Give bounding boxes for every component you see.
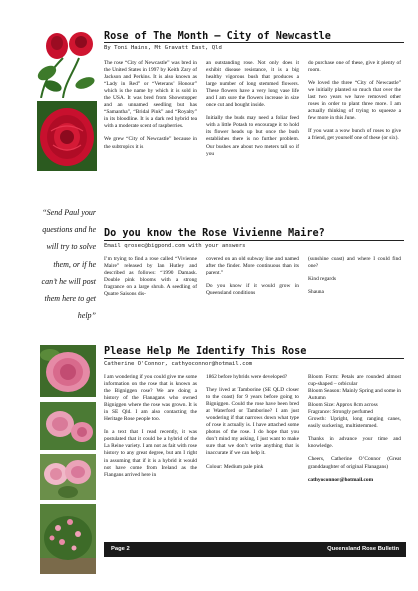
article3-column-3 <box>308 374 401 490</box>
rose-photo-pink-bloom-1 <box>40 345 96 397</box>
paragraph: I am wondering if you could give me some information on the rose that is known as the Bigniggen rose? We are doing a history of the Flanagans who owned Bigniggen where the rose was grown. It is in SE Qld. I am also contacting the Heritage Rose people too. <box>104 374 197 423</box>
article2-column-3 <box>308 256 401 302</box>
article1-column-1 <box>104 60 197 157</box>
paragraph: They lived at Tamborine (SE QLD closer to the coast) for 9 years before going to Bigniggen. Could the rose have been bred at Waterford or Tamborine? I am just wondering if that narrows down what type of rose it actually is. I have attached some photos of the rose. I do hope that you don’t mind my asking, I just want to make sure that we don’t write anything that is inaccurate if we can help it. <box>206 387 299 457</box>
pull-quote <box>20 204 96 324</box>
pull-quote-line: “Send Paul your <box>42 208 96 217</box>
pull-quote-line: them here to get <box>44 294 96 304</box>
title-underline <box>104 358 404 359</box>
pull-quote-line: questions and he <box>42 225 96 235</box>
paragraph: Initially the buds may need a foliar feed with a little Potash to encourage it to hold its flower heads up but once the bush establishes there is no further problem. Our bushes are about two meters tall so if you <box>206 115 299 157</box>
title-underline <box>104 240 404 241</box>
paragraph: Do you know if it would grow in Queensland conditions <box>206 283 299 297</box>
article1-column-2 <box>206 60 299 164</box>
page-number: Page 2 <box>111 546 130 552</box>
paragraph: We grew “City of Newcastle” because in the subtropics it is <box>104 136 197 150</box>
pull-quote-line: will try to solve <box>46 242 96 252</box>
article3-column-1 <box>104 374 197 485</box>
paragraph: Bloom Size: Approx 8cm across <box>308 402 378 409</box>
article3-column-2 <box>206 374 299 477</box>
paragraph: Bloom Season: Mainly Spring and some in Autumn <box>308 388 401 402</box>
paragraph: Thanks in advance your time and knowledge. <box>308 436 401 450</box>
rose-photo-pink-bush <box>40 504 96 574</box>
title-underline <box>104 42 404 43</box>
paragraph: Growth: Upright, long ranging canes, easily suckering, multistemmed. <box>308 416 401 430</box>
article2-column-1 <box>104 256 197 304</box>
pull-quote-line: can’t he will post <box>41 276 96 286</box>
paragraph: The rose “City of Newcastle” was bred in the United States in 1997 by Keith Zary of Jackson and Perkins. It is also known as “Lady in Red” or “Veterans’ Honour” which is the name by which it is sold in the USA. It was bred from Showstopper and an unnamed seedling but has “Samantha”, “Bridal Pink” and “Royalty” in its bloodline. It is a dark red hybrid tea with a moderate scent of raspberries. <box>104 60 197 130</box>
paragraph: Kind regards <box>308 276 336 283</box>
article-byline: Catherine O'Connor, cathyoconnor@hotmail.com <box>104 361 253 367</box>
paragraph: covered on an old subway line and named after the finder. More continuous than its parent.” <box>206 256 299 277</box>
article-title-vivienne-maire: Do you know the Rose Vivienne Maire? <box>104 228 325 239</box>
contact-email-link[interactable]: cathyoconnor@hotmail.com <box>308 476 374 483</box>
rose-photo-pink-bloom-2 <box>40 402 96 450</box>
pull-quote-line: them, or if he <box>53 259 96 269</box>
rose-photo-pink-bloom-3 <box>40 454 96 500</box>
paragraph: If you want a wow bunch of roses to give a friend, get yourself one of these (or six). <box>308 128 401 142</box>
article-title-rose-of-the-month: Rose of The Month – City of Newcastle <box>104 31 331 42</box>
article1-column-3 <box>308 60 401 148</box>
paragraph: Bloom Form: Petals are rounded almost cup-shaped – orbicular <box>308 374 401 388</box>
rose-photo-city-of-newcastle-bud <box>35 28 97 98</box>
article-byline: Email qrosec@bigpond.com with your answers <box>104 243 246 249</box>
article2-column-2 <box>206 256 299 303</box>
paragraph: an outstanding rose. Not only does it exhibit disease resistance, it is a big healthy vigorous bush that produces a large number of long stemmed flowers. These flowers have a very long vase life and I am sure the flowers increase in size once cut and bought inside. <box>206 60 299 109</box>
publication-name: Queensland Rose Bulletin <box>327 546 399 552</box>
paragraph: We loved the three “City of Newcastle” we initially planted so much that over the last two years we have removed other roses in order to plant three more. I am actually thinking of trying to squeeze a few more in this June. <box>308 80 401 122</box>
paragraph: In a text that I read recently, it was postulated that it could be a hybrid of the La Reine variety. I am not as fait with rose history to any great degree, but am I right in assuming that if it is a hybrid it would not have come from Ireland as the Flangans arrived here in <box>104 429 197 478</box>
paragraph: Cheers, Catherine O’Connor (Great granddaughter of original Flanagans) <box>308 456 401 470</box>
rose-photo-city-of-newcastle-bloom <box>37 101 97 171</box>
pull-quote-line: help” <box>77 311 96 321</box>
article-title-identify-rose: Please Help Me Identify This Rose <box>104 346 307 357</box>
paragraph: (sunshine coast) and where I could find one? <box>308 256 401 270</box>
paragraph: do purchase one of these, give it plenty of room. <box>308 60 401 74</box>
page-footer <box>104 542 406 557</box>
paragraph: Colour: Medium pale pink <box>206 463 264 470</box>
paragraph: Shauna <box>308 289 324 296</box>
article-byline: By Toni Hains, Mt Gravatt East, Qld <box>104 45 222 51</box>
paragraph: I’m trying to find a rose called “Vivienne Maire” released by Ian Hutley and described as follows: “1990 Damask. Double pink blooms with a strong fragrance on a large shrub. A seedling of Quatre Saisons dis- <box>104 256 197 298</box>
paragraph: Fragrance: Strongly perfumed <box>308 409 373 416</box>
paragraph: 1862 before hybrids were developed? <box>206 374 288 380</box>
